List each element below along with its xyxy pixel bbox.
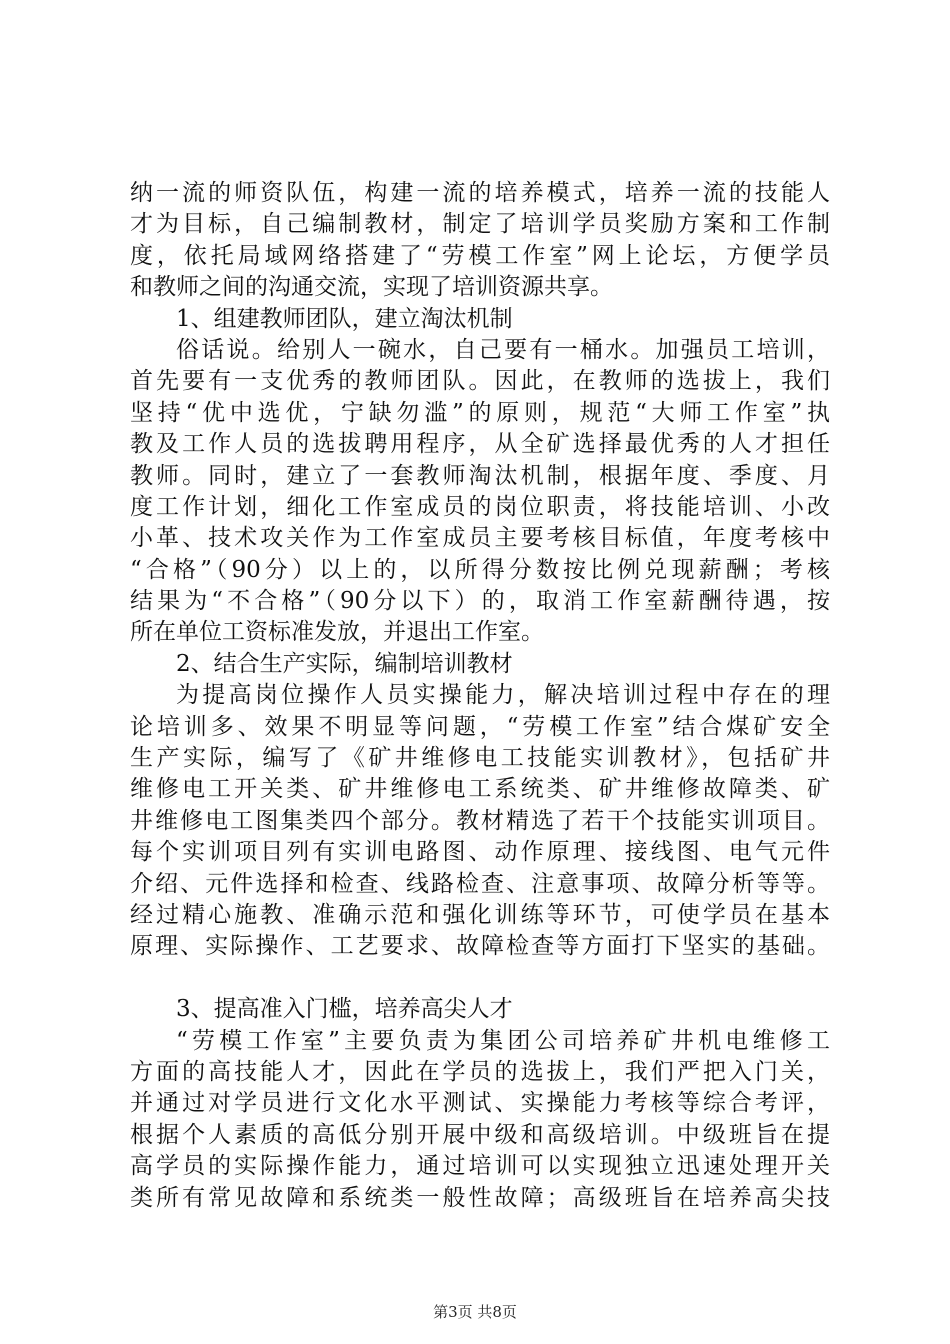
text-line: 类所有常见故障和系统类一般性故障；高级班旨在培养高尖技 xyxy=(130,1184,830,1211)
text-line: 纳一流的师资队伍，构建一流的培养模式，培养一流的技能人 xyxy=(130,180,830,206)
paragraph-gap xyxy=(130,963,830,994)
text-line: 经过精心施教、准确示范和强化训练等环节，可使学员在基本 xyxy=(130,901,830,928)
text-line: 小革、技术攻关作为工作室成员主要考核目标值，年度考核中 xyxy=(130,525,830,552)
page-number: 第3页 共8页 xyxy=(433,1303,517,1321)
text-line: 俗话说。给别人一碗水，自己要有一桶水。加强员工培训， xyxy=(176,336,830,363)
text-line: 和教师之间的沟通交流，实现了培训资源共享。 xyxy=(130,274,613,301)
text-line: 论培训多、效果不明显等问题，“劳模工作室”结合煤矿安全 xyxy=(130,713,830,740)
text-line: 为提高岗位操作人员实操能力，解决培训过程中存在的理 xyxy=(176,682,830,709)
text-line: 维修电工开关类、矿井维修电工系统类、矿井维修故障类、矿 xyxy=(130,776,830,803)
text-line: 方面的高技能人才，因此在学员的选拔上，我们严把入门关， xyxy=(130,1058,830,1085)
text-line: 教师。同时，建立了一套教师淘汰机制，根据年度、季度、月 xyxy=(130,462,830,489)
text-line: 坚持“优中选优，宁缺勿滥”的原则，规范“大师工作室”执 xyxy=(130,399,830,426)
text-line: 介绍、元件选择和检查、线路检查、注意事项、故障分析等等。 xyxy=(130,870,830,897)
page-footer xyxy=(0,1302,950,1322)
text-line: 井维修电工图集类四个部分。教材精选了若干个技能实训项目。 xyxy=(130,807,830,834)
text-line: 结果为“不合格”（90分以下）的，取消工作室薪酬待遇，按 xyxy=(130,588,830,615)
text-line: “劳模工作室”主要负责为集团公司培养矿井机电维修工 xyxy=(176,1027,830,1054)
text-line: 原理、实际操作、工艺要求、故障检查等方面打下坚实的基础。 xyxy=(130,933,830,960)
text-line: 度工作计划，细化工作室成员的岗位职责，将技能培训、小改 xyxy=(130,493,830,520)
text-line: 根据个人素质的高低分别开展中级和高级培训。中级班旨在提 xyxy=(130,1121,830,1148)
text-line: 并通过对学员进行文化水平测试、实操能力考核等综合考评， xyxy=(130,1090,830,1117)
document-body xyxy=(130,178,830,1214)
section-heading-2: 2、结合生产实际，编制培训教材 xyxy=(176,650,513,677)
text-line: 所在单位工资标准发放，并退出工作室。 xyxy=(130,619,544,646)
section-heading-1: 1、组建教师团队，建立淘汰机制 xyxy=(176,305,513,332)
text-line: 度，依托局域网络搭建了“劳模工作室”网上论坛，方便学员 xyxy=(130,242,830,269)
text-line: 首先要有一支优秀的教师团队。因此，在教师的选拔上，我们 xyxy=(130,368,830,395)
text-line: 才为目标，自己编制教材，制定了培训学员奖励方案和工作制 xyxy=(130,211,830,238)
text-line: 高学员的实际操作能力，通过培训可以实现独立迅速处理开关 xyxy=(130,1153,830,1180)
text-line: 教及工作人员的选拔聘用程序，从全矿选择最优秀的人才担任 xyxy=(130,431,830,458)
text-line: 生产实际，编写了《矿井维修电工技能实训教材》，包括矿井 xyxy=(130,745,830,772)
text-line: “合格”（90分）以上的，以所得分数按比例兑现薪酬；考核 xyxy=(130,556,830,583)
section-heading-3: 3、提高准入门槛，培养高尖人才 xyxy=(176,996,513,1023)
text-line: 每个实训项目列有实训电路图、动作原理、接线图、电气元件 xyxy=(130,839,830,866)
